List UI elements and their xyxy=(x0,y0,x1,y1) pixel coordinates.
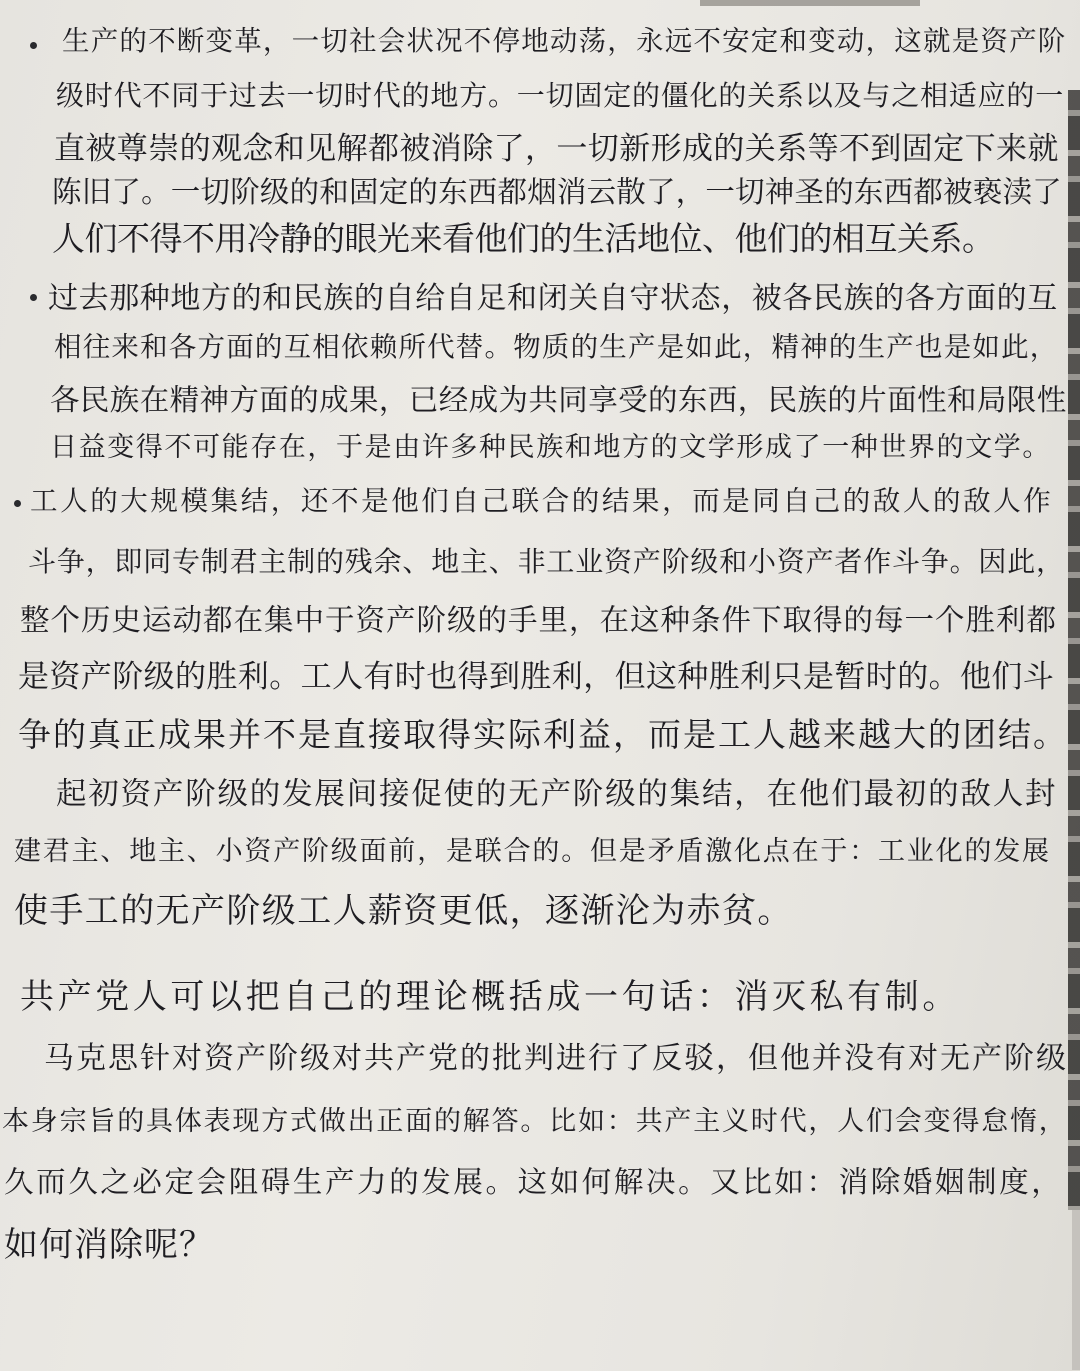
text-line: 生产的不断变革，一切社会状况不停地动荡，永远不安定和变动，这就是资产阶 xyxy=(62,25,1067,57)
text-line: 使手工的无产阶级工人薪资更低，逐渐沦为赤贫。 xyxy=(14,891,793,931)
text-line: 相往来和各方面的互相依赖所代替。物质的生产是如此，精神的生产也是如此， xyxy=(54,331,1059,363)
bullet-point-3 xyxy=(14,500,21,507)
text-line: 如何消除呢？ xyxy=(4,1225,214,1265)
bullet-point-2 xyxy=(30,294,37,301)
text-line: 日益变得不可能存在，于是由许多种民族和地方的文学形成了一种世界的文学。 xyxy=(50,432,1051,463)
text-line: 各民族在精神方面的成果，已经成为共同享受的东西，民族的片面性和局限性 xyxy=(50,383,1067,417)
text-line: 斗争，即同专制君主制的残余、地主、非工业资产阶级和小资产者作斗争。因此， xyxy=(28,545,1065,578)
text-line: 整个历史运动都在集中于资产阶级的手里，在这种条件下取得的每一个胜利都 xyxy=(20,603,1058,637)
text-line: 级时代不同于过去一切时代的地方。一切固定的僵化的关系以及与之相适应的一 xyxy=(56,79,1065,112)
text-line: 本身宗旨的具体表现方式做出正面的解答。比如：共产主义时代，人们会变得怠惰， xyxy=(2,1106,1068,1137)
text-line: 直被尊崇的观念和见解都被消除了，一切新形成的关系等不到固定下来就 xyxy=(54,131,1059,167)
text-line: 马克思针对资产阶级对共产党的批判进行了反驳，但他并没有对无产阶级 xyxy=(44,1041,1068,1076)
bullet-point-1 xyxy=(30,42,37,49)
page-right-edge-lower xyxy=(1072,1210,1080,1370)
page-right-edge xyxy=(1068,90,1080,1210)
text-line: 共产党人可以把自己的理论概括成一句话：消灭私有制。 xyxy=(20,977,960,1017)
text-line: 陈旧了。一切阶级的和固定的东西都烟消云散了，一切神圣的东西都被亵渎了 xyxy=(52,175,1062,209)
text-line: 是资产阶级的胜利。工人有时也得到胜利，但这种胜利只是暂时的。他们斗 xyxy=(18,659,1055,695)
text-line: 建君主、地主、小资产阶级面前，是联合的。但是矛盾激化点在于：工业化的发展 xyxy=(14,836,1051,867)
text-line: 人们不得不用冷静的眼光来看他们的生活地位、他们的相互关系。 xyxy=(52,219,995,258)
text-line: 起初资产阶级的发展间接促使的无产阶级的集结，在他们最初的敌人封 xyxy=(56,777,1058,812)
text-line: 过去那种地方的和民族的自给自足和闭关自守状态，被各民族的各方面的互 xyxy=(48,281,1058,316)
text-line: 争的真正成果并不是直接取得实际利益，而是工人越来越大的团结。 xyxy=(18,715,1068,754)
text-line: 工人的大规模集结，还不是他们自己联合的结果，而是同自己的敌人的敌人作 xyxy=(30,485,1054,517)
page-top-edge xyxy=(700,0,920,6)
text-line: 久而久之必定会阻碍生产力的发展。这如何解决。又比如：消除婚姻制度， xyxy=(4,1165,1064,1199)
